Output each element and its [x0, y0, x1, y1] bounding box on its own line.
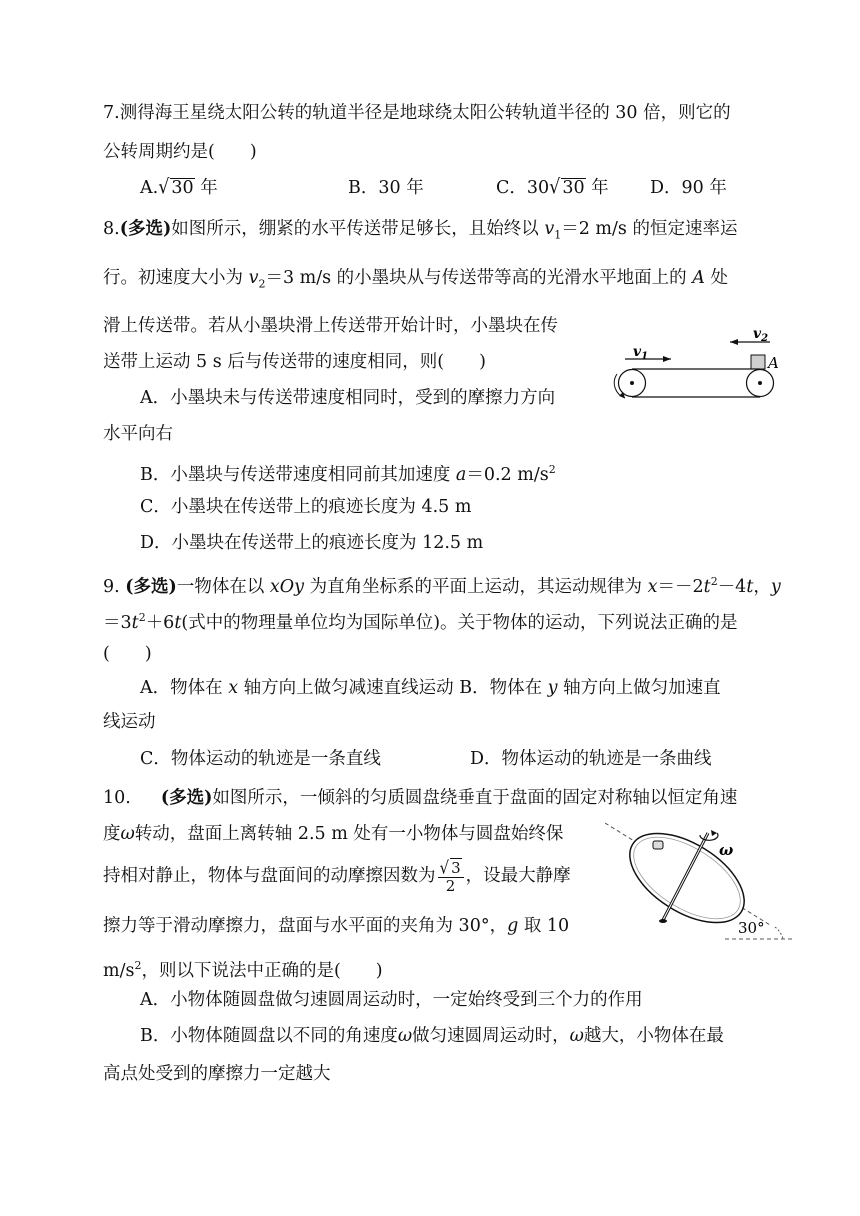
q8-option-c: C．小墨块在传送带上的痕迹长度为 4.5 m	[140, 497, 472, 517]
q10-option-a: A．小物体随圆盘做匀速圆周运动时，一定始终受到三个力的作用	[140, 990, 643, 1010]
q10-option-b-line1: B．小物体随圆盘以不同的角速度ω做匀速圆周运动时，ω越大，小物体在最	[140, 1026, 724, 1046]
q8-line4: 送带上运动 5 s 后与传送带的速度相同，则( )	[103, 352, 486, 372]
omega-label: ω	[719, 841, 734, 859]
small-object	[653, 841, 663, 849]
q7-option-a: A.√ 30 年	[140, 176, 218, 200]
q7-line2: 公转周期约是( )	[103, 142, 257, 162]
q10-option-b-line2: 高点处受到的摩擦力一定越大	[103, 1064, 331, 1084]
ink-block	[751, 355, 765, 369]
q7-line1: 7.测得海王星绕太阳公转的轨道半径是地球绕太阳公转轨道半径的 30 倍，则它的	[103, 103, 731, 123]
q9-option-b-line2: 线运动	[103, 712, 156, 732]
q9-line1: 9. (多选)一物体在以 xOy 为直角坐标系的平面上运动，其运动规律为 $x=-2t^2-4t$，y	[103, 575, 781, 597]
q8-option-a-line2: 水平向右	[103, 424, 173, 444]
q10-line2: 度ω转动，盘面上离转轴 2.5 m 处有一小物体与圆盘始终保	[103, 824, 564, 844]
q10-line5: $m/s^2$，则以下说法中正确的是( )	[103, 959, 383, 981]
q8-line1: 8.(多选)如图所示，绷紧的水平传送带足够长，且始终以 $v_1=2$ m/s 的恒定速率运	[103, 219, 738, 242]
q8-line3: 滑上传送带。若从小墨块滑上传送带开始计时，小墨块在传	[103, 316, 558, 336]
q9-line2: $=3t^2+6t$(式中的物理量单位均为国际单位)。关于物体的运动，下列说法正确的是	[103, 611, 738, 633]
q9-option-c: C．物体运动的轨迹是一条直线	[140, 749, 381, 769]
q10-line3: 持相对静止，物体与盘面间的动摩擦因数为 $\frac{√ 3}{2}$ ，设最大静摩	[103, 857, 571, 895]
q8-option-a-line1: A．小墨块未与传送带速度相同时，受到的摩擦力方向	[140, 388, 556, 408]
q8-option-d: D．小墨块在传送带上的痕迹长度为 12.5 m	[140, 533, 484, 553]
point-a-label: A	[768, 354, 779, 372]
inclined-disk-figure	[605, 815, 805, 945]
q8-option-b: B．小墨块与传送带速度相同前其加速度 a＝0.2 $m/s^2$	[140, 463, 556, 485]
q10-line1: 10. (多选)如图所示，一倾斜的匀质圆盘绕垂直于盘面的固定对称轴以恒定角速	[103, 788, 738, 808]
q9-line3: ( )	[103, 644, 152, 664]
v2-label: $v_2$	[753, 326, 769, 344]
angle-label: 30°	[738, 919, 765, 937]
q9-option-d: D．物体运动的轨迹是一条曲线	[470, 749, 712, 769]
q7-option-d: D．90 年	[650, 178, 727, 198]
conveyor-belt-figure	[605, 316, 805, 406]
friction-coefficient-fraction: $\frac{√ 3}{2}$	[438, 858, 464, 895]
q10-line4: 擦力等于滑动摩擦力，盘面与水平面的夹角为 30°，g 取 10	[103, 916, 570, 936]
q8-line2: 行。初速度大小为 $v_2=3$ m/s 的小墨块从与传送带等高的光滑水平地面上的 A 处	[103, 268, 728, 291]
q7-option-b: B．30 年	[348, 178, 424, 198]
q7-option-c: C．30√ 30 年	[496, 176, 609, 200]
v1-label: $v_1$	[633, 344, 649, 362]
q9-option-ab: A．物体在 x 轴方向上做匀减速直线运动 B．物体在 y 轴方向上做匀加速直	[140, 678, 721, 698]
